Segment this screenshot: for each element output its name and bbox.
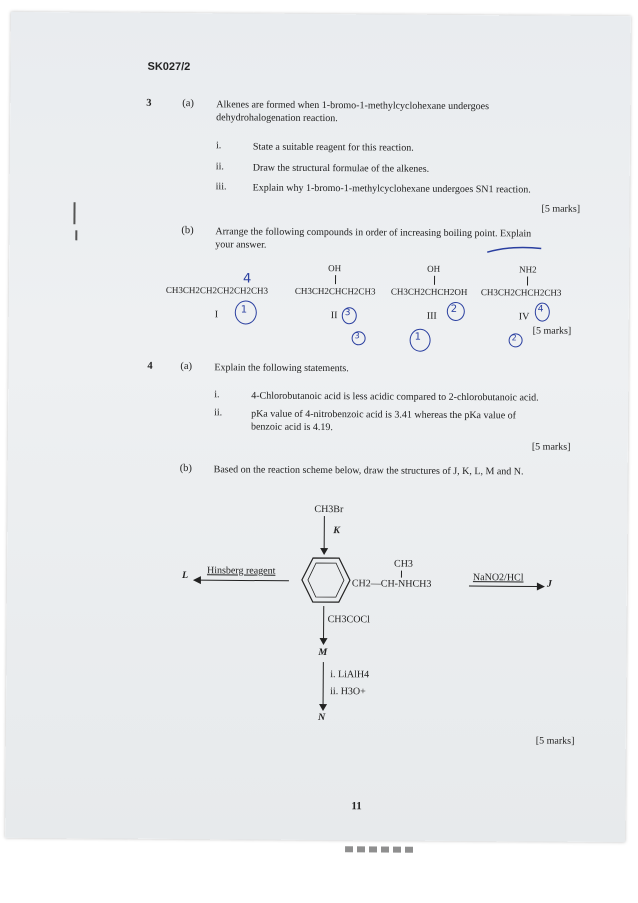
scheme-hinsberg: Hinsberg reagent [206, 565, 276, 577]
bond-line [335, 275, 336, 284]
q4a-item-ii-text [251, 408, 516, 436]
pen-note: 3 [344, 308, 351, 319]
arrow-down-m [317, 606, 331, 646]
compound-iv-label: IV [518, 311, 530, 323]
q3a-item-ii-text: Draw the structural formulae of the alkenes. [252, 162, 430, 175]
q4a-intro: Explain the following statements. [214, 362, 349, 375]
q4a-item-ii-line2: benzoic acid is 4.19. [250, 421, 333, 434]
compound-iii-oh: OH [427, 263, 441, 274]
scheme-side-chain: CH2—CH-NHCH3 [351, 578, 432, 590]
margin-mark [75, 230, 77, 240]
compound-ii-oh: OH [328, 263, 342, 274]
bond-line [527, 276, 528, 285]
q4a-label: (a) [180, 361, 193, 373]
q3b-label: (b) [181, 225, 194, 237]
pen-note: 3 [354, 331, 360, 341]
compound-iii-label: III [426, 310, 437, 322]
bond-line [434, 276, 435, 285]
q4a-marks: [5 marks] [531, 441, 571, 453]
q3a-item-ii-num: ii. [215, 161, 224, 173]
scheme-step2: ii. H3O+ [330, 686, 366, 698]
q3a-marks: [5 marks] [541, 203, 581, 215]
question-3-number: 3 [146, 97, 152, 109]
q3a-line2: dehydrohalogenation reaction. [216, 112, 338, 125]
compound-iii-formula: CH3CH2CHCH2OH [390, 286, 468, 298]
q3b-marks: [5 marks] [532, 325, 572, 337]
scheme-ch3br: CH3Br [314, 503, 344, 516]
q3a-line1: Alkenes are formed when 1-bromo-1-methylcyclohexane undergoes [216, 99, 490, 113]
arrow-right-j [469, 581, 547, 592]
pen-note: 1 [414, 331, 422, 343]
q4b-text: Based on the reaction scheme below, draw the structures of J, K, L, M and N. [213, 464, 524, 478]
scheme-ch3cocl: CH3COCl [327, 614, 370, 626]
scheme-n: N [317, 712, 326, 724]
q3b-line1: Arrange the following compounds in order of increasing boiling point. Explain [215, 226, 532, 240]
q3a-item-iii-text: Explain why 1-bromo-1-methylcyclohexane undergoes SN1 reaction. [252, 182, 531, 196]
q4a-item-ii-num: ii. [214, 407, 223, 419]
arrow-left-l [193, 575, 291, 586]
arrow-down-k [318, 516, 332, 556]
q4a-item-ii-line1: pKa value of 4-nitrobenzoic acid is 3.41 whereas the pKa value of [251, 408, 517, 422]
q4b-marks: [5 marks] [535, 735, 575, 747]
paper-code: SK027/2 [147, 60, 191, 74]
compound-i-formula: CH3CH2CH2CH2CH2CH3 [165, 284, 269, 296]
margin-mark [73, 202, 75, 224]
scheme-k: K [333, 525, 340, 537]
pen-note: 2 [511, 333, 517, 343]
bond-line [401, 571, 402, 578]
q3a-text [216, 98, 556, 126]
q3a-item-i-num: i. [215, 140, 222, 152]
compound-ii-label: II [330, 310, 338, 322]
pen-note: 2 [450, 303, 458, 315]
q3a-item-i-text: State a suitable reagent for this reaction. [252, 141, 414, 154]
question-4-number: 4 [147, 360, 153, 372]
q4a-item-i-num: i. [214, 389, 220, 401]
q4a-item-i-text: 4-Chlorobutanoic acid is less acidic compared to 2-chlorobutanoic acid. [251, 390, 539, 404]
pen-note: 4 [537, 304, 544, 315]
scheme-l: L [181, 570, 189, 582]
exam-paper [5, 12, 631, 842]
bottom-edge-mark [345, 846, 415, 852]
scheme-step1: i. LiAlH4 [330, 669, 370, 681]
q4b-label: (b) [179, 463, 192, 475]
compound-ii-formula: CH3CH2CHCH2CH3 [294, 285, 376, 297]
pen-note: 4 [242, 271, 252, 287]
q3b-line2: your answer. [215, 239, 267, 251]
compound-iv-formula: CH3CH2CHCH2CH3 [480, 287, 562, 298]
q3a-label: (a) [182, 98, 194, 110]
scheme-m: M [318, 647, 328, 659]
q3a-item-iii-num: iii. [215, 181, 227, 193]
scheme-nano2: NaNO2/HCl [472, 572, 524, 584]
compound-iv-nh2: NH2 [519, 264, 537, 275]
scheme-methyl: CH3 [394, 558, 413, 570]
pen-note: 1 [240, 304, 248, 316]
page-number: 11 [351, 800, 362, 813]
compound-i-label: I [214, 309, 219, 321]
underline-pen-mark [485, 243, 545, 255]
benzene-ring [300, 554, 352, 606]
scheme-j: J [546, 578, 552, 590]
